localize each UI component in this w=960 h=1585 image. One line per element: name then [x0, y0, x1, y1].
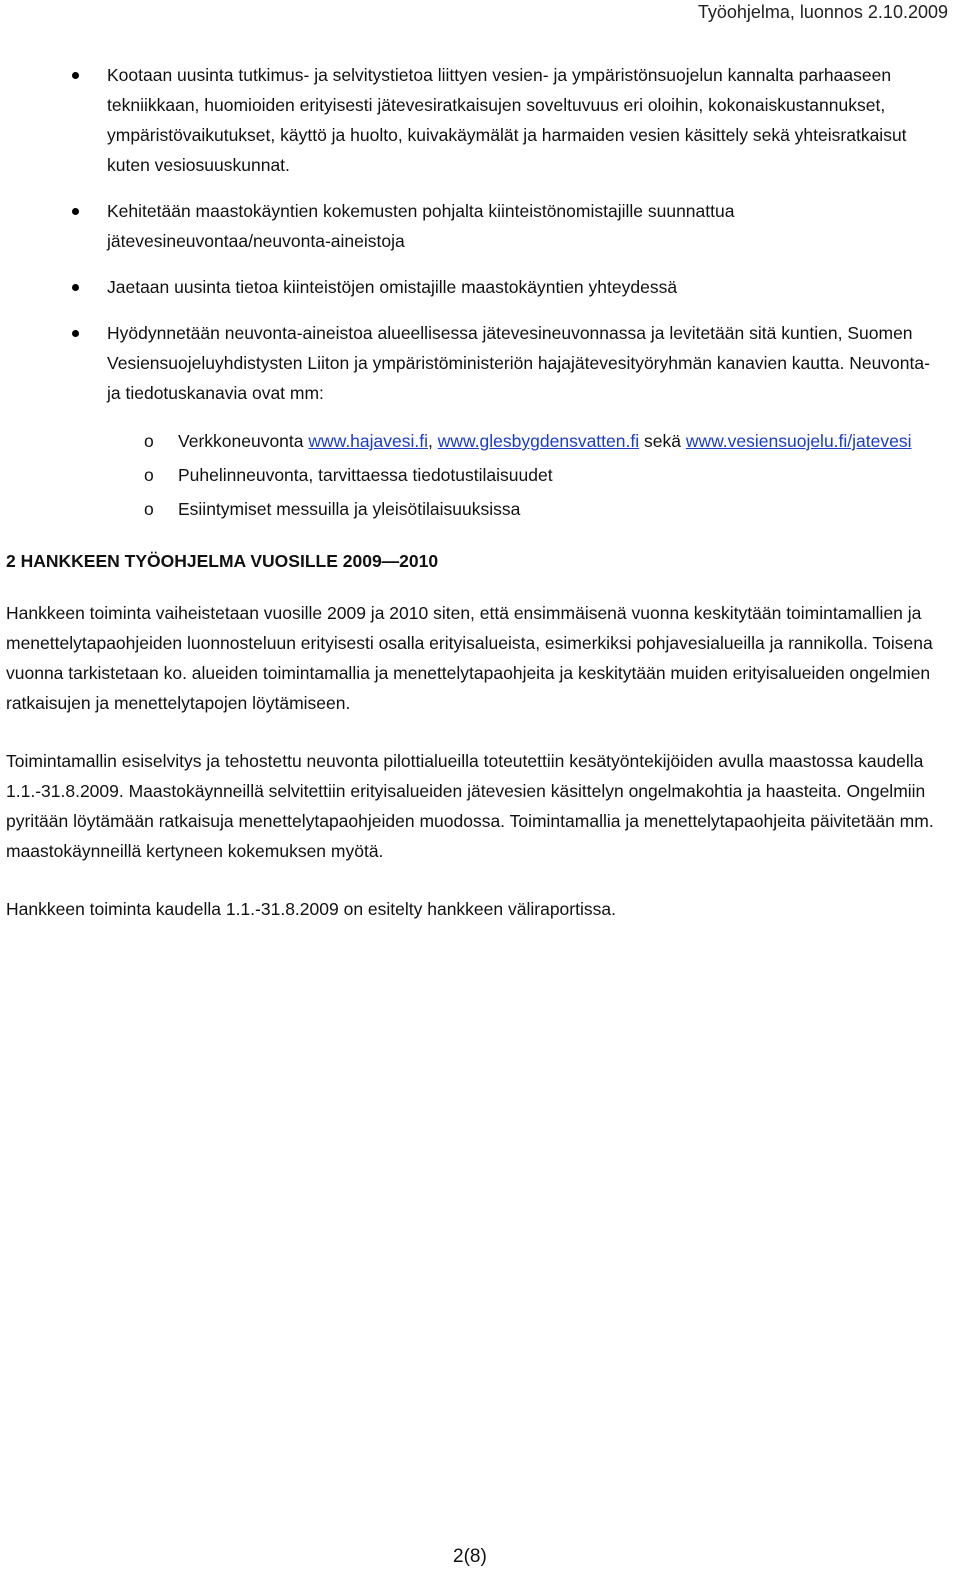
bullet-item: Jaetaan uusinta tietoa kiinteistöjen omistajille maastokäyntien yhteydessä — [6, 272, 944, 302]
link-glesbygdensvatten[interactable]: www.glesbygdensvatten.fi — [437, 431, 640, 451]
paragraph: Hankkeen toiminta vaiheistetaan vuosille 2009 ja 2010 siten, että ensimmäisenä vuonna keskitytään toimintamallien ja menettelytapaohjeiden luonnosteluun erityisesti osalla erityisalueista, esimerkiksi pohjavesialueilla ja rannikolla. Toisena vuonna tarkistetaan ko. alueiden toimintamallia ja menettelytapaohjeita ja keskitytään muiden erityisalueiden ongelmien ratkaisujen ja menettelytapojen löytämiseen. — [6, 603, 933, 713]
section-heading: 2 HANKKEEN TYÖOHJELMA VUOSILLE 2009—2010 — [6, 551, 439, 571]
document-body — [6, 60, 944, 952]
bullet-item: Kehitetään maastokäyntien kokemusten pohjalta kiinteistönomistajille suunnattua jätevesineuvontaa/neuvonta-aineistoja — [6, 196, 944, 256]
phone-text: Puhelinneuvonta, tarvittaessa tiedotustilaisuudet — [178, 465, 553, 485]
sub-bullet-marker: o — [144, 465, 154, 485]
link-hajavesi[interactable]: www.hajavesi.fi — [308, 431, 429, 451]
fairs-text: Esiintymiset messuilla ja yleisötilaisuuksissa — [178, 499, 521, 519]
sub-bullet-marker: o — [144, 431, 154, 451]
bullet-list — [6, 60, 944, 524]
bullet-text: Hyödynnetään neuvonta-aineistoa alueellisessa jätevesineuvonnassa ja levitetään sitä kuntien, Suomen Vesiensuojeluyhdistysten Liiton ja ympäristöministeriön hajajätevesityöryhmän kanavien kautta. Neuvonta- ja tiedotuskanavia ovat mm: — [107, 323, 930, 403]
sub-bullet-marker: o — [144, 499, 154, 519]
channel-item-phone — [107, 460, 944, 490]
bullet-item: Kootaan uusinta tutkimus- ja selvitystietoa liittyen vesien- ja ympäristönsuojelun kannalta parhaaseen tekniikkaan, huomioiden erityisesti jätevesiratkaisujen soveltuvuus eri oloihin, kokonaiskustannukset, ympäristövaikutukset, käyttö ja huolto, kuivakäymälät ja harmaiden vesien käsittely sekä yhteisratkaisut kuten vesiosuuskunnat. — [6, 60, 944, 180]
paragraph: Toimintamallin esiselvitys ja tehostettu neuvonta pilottialueilla toteutettiin kesätyöntekijöiden avulla maastossa kaudella 1.1.-31.8.2009. Maastokäynneillä selvitettiin erityisalueiden jätevesien käsittelyn ongelmakohtia ja haasteita. Ongelmiin pyritään löytämään ratkaisuja menettelytapaohjeiden muodossa. Toimintamallia ja menettelytapaohjeita päivitetään mm. maastokäynneillä kertyneen kokemuksen myötä. — [6, 751, 934, 861]
web-prefix: Verkkoneuvonta — [178, 431, 309, 451]
channel-item-fairs — [107, 494, 944, 524]
link-vesiensuojelu[interactable]: www.vesiensuojelu.fi/jatevesi — [685, 431, 912, 451]
and-separator: sekä — [639, 431, 686, 451]
channel-item-web — [107, 426, 944, 456]
bullet-item-channels — [6, 318, 944, 524]
header-title: Työohjelma, luonnos 2.10.2009 — [697, 2, 948, 22]
page-number: 2(8) — [453, 1546, 487, 1567]
paragraph: Hankkeen toiminta kaudella 1.1.-31.8.2009 on esitelty hankkeen väliraportissa. — [6, 899, 616, 919]
channel-list — [107, 426, 944, 524]
comma-separator: , — [428, 431, 438, 451]
